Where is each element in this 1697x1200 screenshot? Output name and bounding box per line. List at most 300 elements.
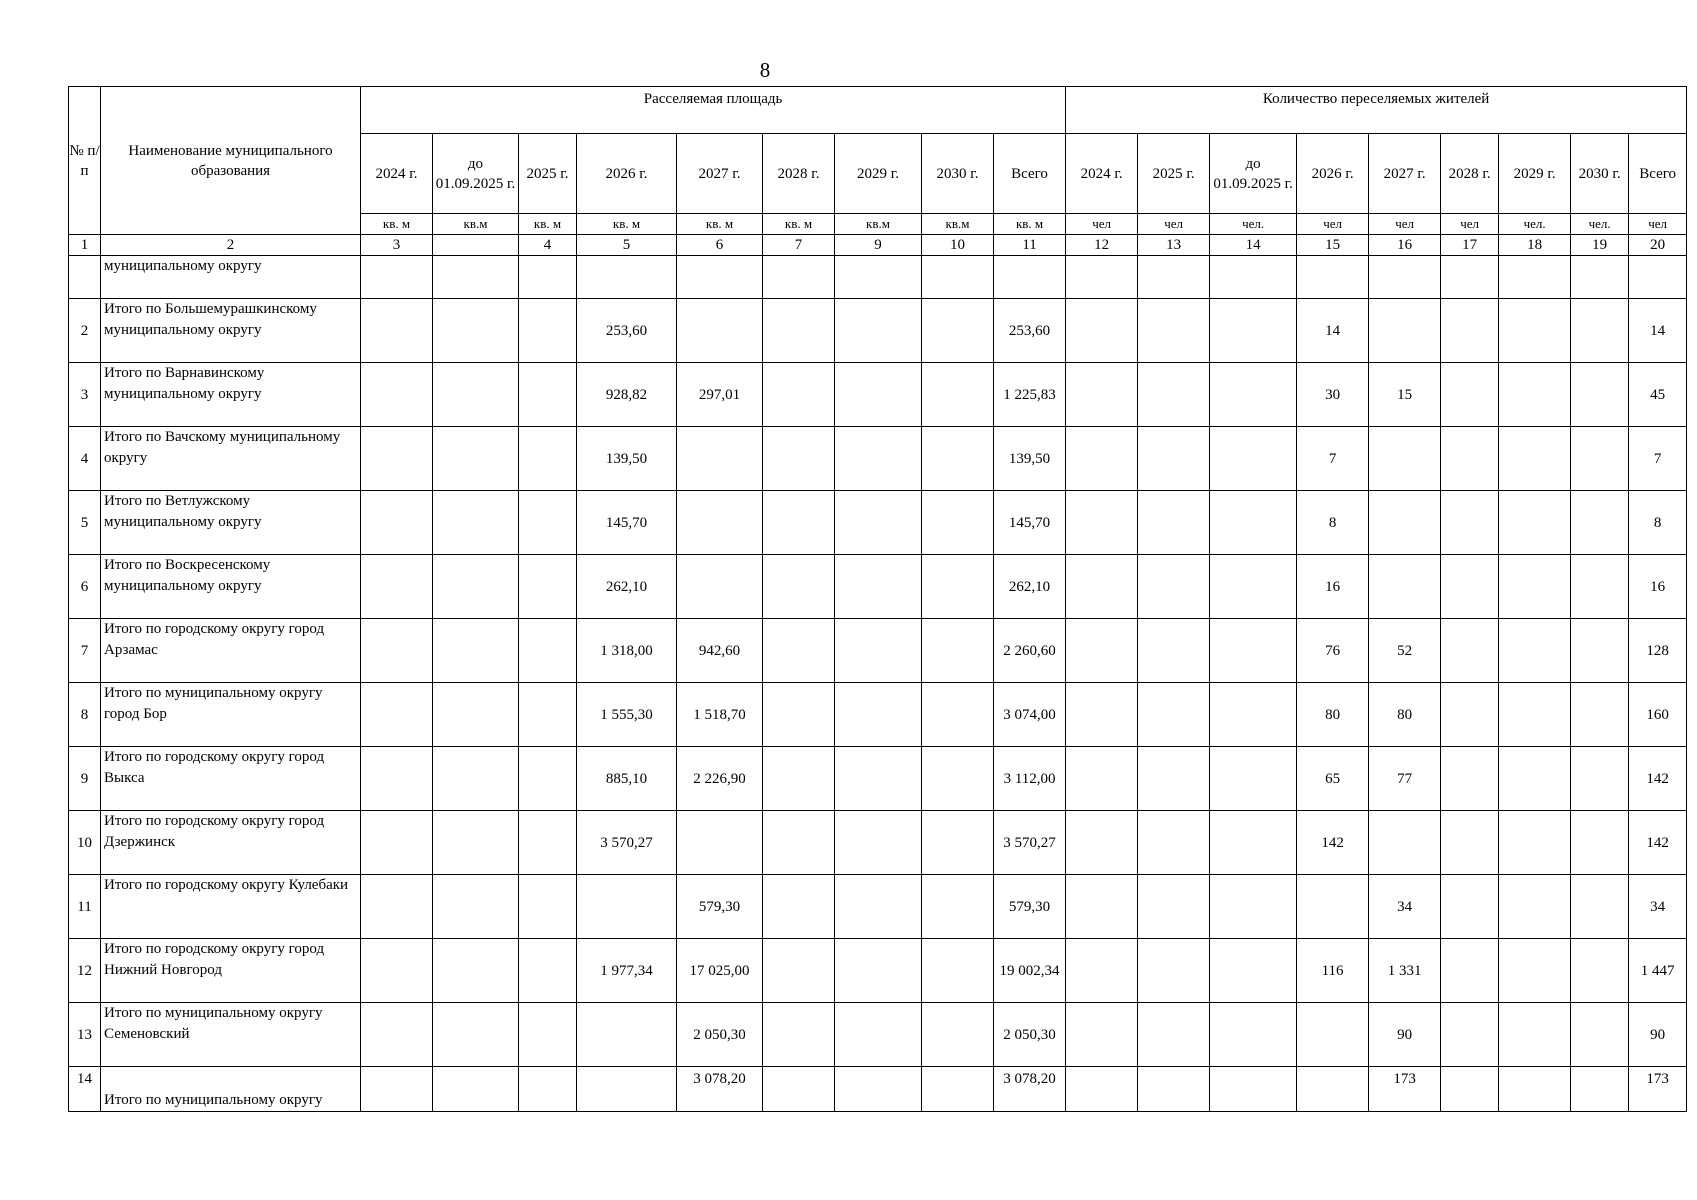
area-value (835, 363, 922, 427)
residents-value: 15 (1369, 363, 1441, 427)
residents-value (1571, 939, 1629, 1003)
header-area-year: 2030 г. (922, 134, 994, 214)
area-value (835, 747, 922, 811)
residents-value: 34 (1629, 875, 1687, 939)
residents-value (1066, 1003, 1138, 1067)
header-name: Наименование муниципального образования (101, 87, 361, 235)
header-residents-group: Количество переселяемых жителей (1066, 87, 1687, 134)
area-value (361, 619, 433, 683)
table-row (69, 555, 1687, 619)
area-value (994, 256, 1066, 299)
column-number: 12 (1066, 235, 1138, 256)
residents-value (1066, 811, 1138, 875)
resettlement-table (68, 86, 1687, 1112)
area-value (677, 555, 763, 619)
area-value: 3 112,00 (994, 747, 1066, 811)
area-value (763, 619, 835, 683)
area-value (361, 363, 433, 427)
area-value (922, 1003, 994, 1067)
area-value (433, 811, 519, 875)
header-area-unit: кв. м (519, 214, 577, 235)
header-residents-year: 2028 г. (1441, 134, 1499, 214)
table-row (69, 619, 1687, 683)
residents-value (1441, 683, 1499, 747)
area-value (361, 1003, 433, 1067)
residents-value (1210, 619, 1297, 683)
residents-value (1499, 363, 1571, 427)
area-value: 942,60 (677, 619, 763, 683)
municipality-name: Итого по Ветлужскому муниципальному округу (101, 491, 361, 555)
municipality-name: Итого по городскому округу город Дзержинск (101, 811, 361, 875)
area-value (433, 939, 519, 1003)
row-number: 14 (69, 1067, 101, 1112)
header-num: № п/п (69, 87, 101, 235)
table-row (69, 811, 1687, 875)
area-value (433, 683, 519, 747)
municipality-name: Итого по городскому округу город Выкса (101, 747, 361, 811)
residents-value (1571, 875, 1629, 939)
residents-value (1297, 256, 1369, 299)
residents-value (1441, 299, 1499, 363)
residents-value (1441, 811, 1499, 875)
row-number: 9 (69, 747, 101, 811)
row-number: 7 (69, 619, 101, 683)
header-residents-year: до 01.09.2025 г. (1210, 134, 1297, 214)
area-value (763, 939, 835, 1003)
residents-value (1138, 1003, 1210, 1067)
residents-value (1499, 939, 1571, 1003)
column-number: 7 (763, 235, 835, 256)
area-value (835, 619, 922, 683)
area-value (361, 939, 433, 1003)
header-area-year: 2028 г. (763, 134, 835, 214)
area-value (577, 1067, 677, 1112)
residents-value: 1 331 (1369, 939, 1441, 1003)
residents-value (1499, 811, 1571, 875)
area-value (361, 1067, 433, 1112)
table-row (69, 427, 1687, 491)
municipality-name: муниципальному округу (101, 256, 361, 299)
area-value (433, 363, 519, 427)
header-area-year: Всего (994, 134, 1066, 214)
residents-value (1499, 299, 1571, 363)
area-value (835, 1067, 922, 1112)
area-value (922, 747, 994, 811)
residents-value (1499, 491, 1571, 555)
column-number: 17 (1441, 235, 1499, 256)
header-residents-unit: чел. (1571, 214, 1629, 235)
area-value: 579,30 (677, 875, 763, 939)
area-value: 1 518,70 (677, 683, 763, 747)
area-value (519, 363, 577, 427)
area-value (835, 555, 922, 619)
municipality-name: Итого по муниципальному округу город Бор (101, 683, 361, 747)
header-residents-year: 2027 г. (1369, 134, 1441, 214)
area-value (835, 939, 922, 1003)
residents-value: 8 (1297, 491, 1369, 555)
row-number: 3 (69, 363, 101, 427)
area-value (922, 875, 994, 939)
residents-value: 16 (1297, 555, 1369, 619)
area-value (433, 875, 519, 939)
residents-value (1499, 1067, 1571, 1112)
header-area-unit: кв. м (677, 214, 763, 235)
column-number: 20 (1629, 235, 1687, 256)
residents-value (1138, 491, 1210, 555)
area-value (677, 491, 763, 555)
residents-value (1210, 683, 1297, 747)
residents-value: 173 (1629, 1067, 1687, 1112)
column-number: 13 (1138, 235, 1210, 256)
area-value (361, 491, 433, 555)
area-value (519, 491, 577, 555)
row-number: 11 (69, 875, 101, 939)
area-value: 3 570,27 (577, 811, 677, 875)
column-number: 18 (1499, 235, 1571, 256)
area-value (519, 1067, 577, 1112)
area-value (519, 811, 577, 875)
residents-value (1066, 939, 1138, 1003)
residents-value (1441, 1067, 1499, 1112)
residents-value: 7 (1297, 427, 1369, 491)
row-number: 5 (69, 491, 101, 555)
area-value: 297,01 (677, 363, 763, 427)
municipality-name: Итого по городскому округу город Нижний Новгород (101, 939, 361, 1003)
residents-value (1066, 256, 1138, 299)
residents-value: 45 (1629, 363, 1687, 427)
area-value (763, 299, 835, 363)
area-value: 3 074,00 (994, 683, 1066, 747)
table-row (69, 1003, 1687, 1067)
area-value (519, 555, 577, 619)
area-value (835, 299, 922, 363)
residents-value (1441, 256, 1499, 299)
column-number: 11 (994, 235, 1066, 256)
area-value: 1 225,83 (994, 363, 1066, 427)
residents-value (1066, 619, 1138, 683)
area-value (433, 747, 519, 811)
residents-value (1066, 747, 1138, 811)
area-value (361, 555, 433, 619)
area-value: 3 078,20 (994, 1067, 1066, 1112)
residents-value: 160 (1629, 683, 1687, 747)
header-area-unit: кв. м (994, 214, 1066, 235)
municipality-name: Итого по Вачскому муниципальному округу (101, 427, 361, 491)
header-residents-unit: чел. (1210, 214, 1297, 235)
area-value (361, 875, 433, 939)
table-row (69, 256, 1687, 299)
area-value (763, 811, 835, 875)
residents-value (1571, 747, 1629, 811)
area-value (763, 875, 835, 939)
area-value: 2 226,90 (677, 747, 763, 811)
row-number: 13 (69, 1003, 101, 1067)
area-value (519, 683, 577, 747)
header-residents-unit: чел (1369, 214, 1441, 235)
table-row (69, 491, 1687, 555)
area-value (433, 491, 519, 555)
residents-value (1369, 256, 1441, 299)
table-row (69, 747, 1687, 811)
residents-value: 142 (1297, 811, 1369, 875)
area-value (433, 299, 519, 363)
area-value (922, 555, 994, 619)
area-value (922, 363, 994, 427)
residents-value (1210, 747, 1297, 811)
residents-value (1210, 491, 1297, 555)
header-area-group: Расселяемая площадь (361, 87, 1066, 134)
residents-value (1369, 427, 1441, 491)
residents-value (1499, 555, 1571, 619)
residents-value (1571, 491, 1629, 555)
area-value: 928,82 (577, 363, 677, 427)
area-value (763, 1067, 835, 1112)
column-number: 19 (1571, 235, 1629, 256)
residents-value (1499, 619, 1571, 683)
residents-value (1499, 747, 1571, 811)
residents-value (1210, 1067, 1297, 1112)
residents-value: 80 (1297, 683, 1369, 747)
residents-value (1441, 1003, 1499, 1067)
residents-value (1571, 555, 1629, 619)
area-value (433, 619, 519, 683)
residents-value: 8 (1629, 491, 1687, 555)
area-value: 3 570,27 (994, 811, 1066, 875)
residents-value (1441, 939, 1499, 1003)
area-value (835, 811, 922, 875)
municipality-name: Итого по Воскресенскому муниципальному округу (101, 555, 361, 619)
row-number: 6 (69, 555, 101, 619)
residents-value (1571, 1067, 1629, 1112)
header-residents-year: 2024 г. (1066, 134, 1138, 214)
header-residents-year: Всего (1629, 134, 1687, 214)
column-number: 15 (1297, 235, 1369, 256)
municipality-name: Итого по муниципальному округу (101, 1067, 361, 1112)
residents-value (1499, 683, 1571, 747)
residents-value (1066, 1067, 1138, 1112)
area-value: 579,30 (994, 875, 1066, 939)
residents-value (1571, 299, 1629, 363)
area-value: 145,70 (577, 491, 677, 555)
residents-value (1369, 299, 1441, 363)
residents-value (1138, 811, 1210, 875)
residents-value (1066, 555, 1138, 619)
header-residents-unit: чел (1441, 214, 1499, 235)
area-value (677, 811, 763, 875)
residents-value: 16 (1629, 555, 1687, 619)
municipality-name: Итого по городскому округу город Арзамас (101, 619, 361, 683)
area-value (763, 363, 835, 427)
area-value (433, 256, 519, 299)
area-value (361, 427, 433, 491)
column-number: 10 (922, 235, 994, 256)
area-value (835, 875, 922, 939)
header-area-unit: кв.м (922, 214, 994, 235)
area-value (763, 555, 835, 619)
area-value: 253,60 (994, 299, 1066, 363)
area-value (922, 299, 994, 363)
row-number: 2 (69, 299, 101, 363)
row-number (69, 256, 101, 299)
area-value: 1 977,34 (577, 939, 677, 1003)
header-area-unit: кв.м (835, 214, 922, 235)
table-row (69, 363, 1687, 427)
residents-value (1571, 1003, 1629, 1067)
page-number: 8 (759, 58, 771, 82)
header-area-year: 2026 г. (577, 134, 677, 214)
header-area-unit: кв. м (577, 214, 677, 235)
residents-value: 34 (1369, 875, 1441, 939)
residents-value (1369, 811, 1441, 875)
column-number: 1 (69, 235, 101, 256)
area-value (677, 256, 763, 299)
column-number: 3 (361, 235, 433, 256)
table-row (69, 299, 1687, 363)
table-row (69, 683, 1687, 747)
residents-value (1441, 747, 1499, 811)
residents-value: 14 (1629, 299, 1687, 363)
header-area-year: до 01.09.2025 г. (433, 134, 519, 214)
header-residents-unit: чел (1138, 214, 1210, 235)
residents-value (1210, 1003, 1297, 1067)
header-residents-unit: чел (1066, 214, 1138, 235)
header-area-unit: кв. м (361, 214, 433, 235)
residents-value: 142 (1629, 747, 1687, 811)
area-value (922, 256, 994, 299)
area-value (922, 619, 994, 683)
residents-value (1571, 256, 1629, 299)
residents-value: 90 (1629, 1003, 1687, 1067)
area-value: 885,10 (577, 747, 677, 811)
residents-value (1571, 619, 1629, 683)
row-number: 8 (69, 683, 101, 747)
residents-value (1369, 555, 1441, 619)
residents-value (1571, 427, 1629, 491)
area-value (835, 683, 922, 747)
residents-value: 173 (1369, 1067, 1441, 1112)
area-value (835, 491, 922, 555)
residents-value (1138, 1067, 1210, 1112)
area-value: 2 050,30 (677, 1003, 763, 1067)
residents-value: 142 (1629, 811, 1687, 875)
area-value (519, 875, 577, 939)
header-area-year: 2029 г. (835, 134, 922, 214)
area-value: 1 318,00 (577, 619, 677, 683)
residents-value (1441, 427, 1499, 491)
municipality-name: Итого по городскому округу Кулебаки (101, 875, 361, 939)
area-value (361, 747, 433, 811)
residents-value (1499, 875, 1571, 939)
area-value (519, 619, 577, 683)
area-value (763, 747, 835, 811)
residents-value (1210, 363, 1297, 427)
residents-value (1441, 619, 1499, 683)
residents-value (1210, 299, 1297, 363)
column-number: 4 (519, 235, 577, 256)
residents-value (1441, 875, 1499, 939)
column-number: 14 (1210, 235, 1297, 256)
area-value (763, 683, 835, 747)
area-value: 262,10 (994, 555, 1066, 619)
residents-value: 77 (1369, 747, 1441, 811)
area-value (763, 256, 835, 299)
residents-value (1138, 939, 1210, 1003)
area-value: 139,50 (994, 427, 1066, 491)
residents-value (1571, 811, 1629, 875)
residents-value: 1 447 (1629, 939, 1687, 1003)
area-value (519, 747, 577, 811)
area-value (361, 256, 433, 299)
row-number: 12 (69, 939, 101, 1003)
area-value (433, 1003, 519, 1067)
header-residents-unit: чел (1297, 214, 1369, 235)
area-value (519, 256, 577, 299)
residents-value (1210, 811, 1297, 875)
residents-value (1210, 939, 1297, 1003)
area-value (519, 427, 577, 491)
residents-value (1066, 427, 1138, 491)
area-value: 3 078,20 (677, 1067, 763, 1112)
area-value (361, 299, 433, 363)
header-area-unit: кв. м (763, 214, 835, 235)
residents-value (1066, 363, 1138, 427)
residents-value (1210, 427, 1297, 491)
header-area-year: 2025 г. (519, 134, 577, 214)
residents-value (1138, 555, 1210, 619)
residents-value (1369, 491, 1441, 555)
residents-value: 76 (1297, 619, 1369, 683)
area-value: 19 002,34 (994, 939, 1066, 1003)
area-value (835, 427, 922, 491)
residents-value (1441, 363, 1499, 427)
area-value (763, 427, 835, 491)
header-residents-year: 2025 г. (1138, 134, 1210, 214)
residents-value: 128 (1629, 619, 1687, 683)
area-value (677, 299, 763, 363)
area-value (519, 1003, 577, 1067)
area-value (577, 875, 677, 939)
column-number: 2 (101, 235, 361, 256)
column-number (433, 235, 519, 256)
residents-value: 14 (1297, 299, 1369, 363)
residents-value: 90 (1369, 1003, 1441, 1067)
residents-value (1138, 683, 1210, 747)
residents-value (1499, 1003, 1571, 1067)
area-value: 2 260,60 (994, 619, 1066, 683)
area-value (577, 256, 677, 299)
table-row (69, 875, 1687, 939)
residents-value: 65 (1297, 747, 1369, 811)
header-residents-unit: чел (1629, 214, 1687, 235)
municipality-name: Итого по муниципальному округу Семеновский (101, 1003, 361, 1067)
residents-value (1138, 299, 1210, 363)
residents-value (1210, 875, 1297, 939)
area-value (922, 683, 994, 747)
residents-value: 7 (1629, 427, 1687, 491)
area-value (922, 1067, 994, 1112)
residents-value (1210, 555, 1297, 619)
area-value (922, 427, 994, 491)
area-value (519, 299, 577, 363)
area-value: 17 025,00 (677, 939, 763, 1003)
residents-value (1499, 256, 1571, 299)
municipality-name: Итого по Варнавинскому муниципальному округу (101, 363, 361, 427)
area-value (922, 811, 994, 875)
area-value: 262,10 (577, 555, 677, 619)
area-value (763, 491, 835, 555)
residents-value (1066, 875, 1138, 939)
area-value (519, 939, 577, 1003)
